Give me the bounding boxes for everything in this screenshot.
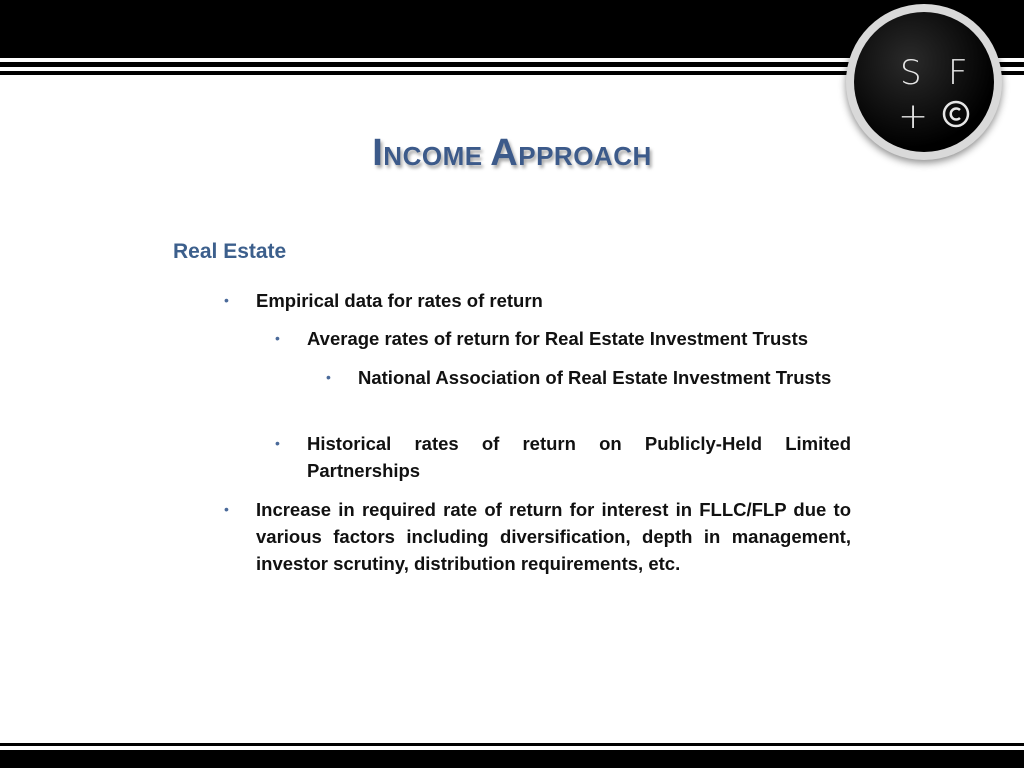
bullet-marker: • xyxy=(275,435,280,451)
bullet-text: Empirical data for rates of return xyxy=(256,290,543,311)
bullet-text: Historical rates of return on Publicly-Held Limited Partnerships xyxy=(307,433,851,481)
bullet-text: National Association of Real Estate Investment Trusts xyxy=(358,367,832,388)
title-rest-pproach: PPROACH xyxy=(518,141,652,171)
logo-letter-f: F xyxy=(948,53,968,93)
title-cap-a: A xyxy=(490,132,519,174)
logo-plus: + xyxy=(898,96,929,137)
bullet-marker: • xyxy=(224,501,229,517)
bullet-text: Average rates of return for Real Estate Investment Trusts xyxy=(307,328,809,349)
bullet-item-level1 xyxy=(256,287,851,314)
title-rest-ncome: NCOME xyxy=(383,141,491,171)
bullet-item-level1 xyxy=(256,496,851,577)
title-cap-i: I xyxy=(372,132,384,174)
bottom-stripe xyxy=(0,743,1024,746)
bullet-item-level3 xyxy=(358,364,851,391)
bottom-black-bar xyxy=(0,750,1024,768)
bullet-marker: • xyxy=(326,369,331,385)
bullet-item-level2 xyxy=(307,325,851,352)
bullet-item-level2 xyxy=(307,430,851,484)
logo-letter-s: S xyxy=(900,53,922,93)
bullet-marker: • xyxy=(275,330,280,346)
bullet-marker: • xyxy=(224,292,229,308)
logo-disc xyxy=(854,12,994,152)
slide-title xyxy=(0,132,1024,175)
bullet-text: Increase in required rate of return for interest in FLLC/FLP due to various factors including diversification, depth in management, investor scrutiny, distribution requirements, etc. xyxy=(256,499,851,574)
copyright-co-icon xyxy=(942,100,970,128)
section-heading: Real Estate xyxy=(173,240,287,263)
